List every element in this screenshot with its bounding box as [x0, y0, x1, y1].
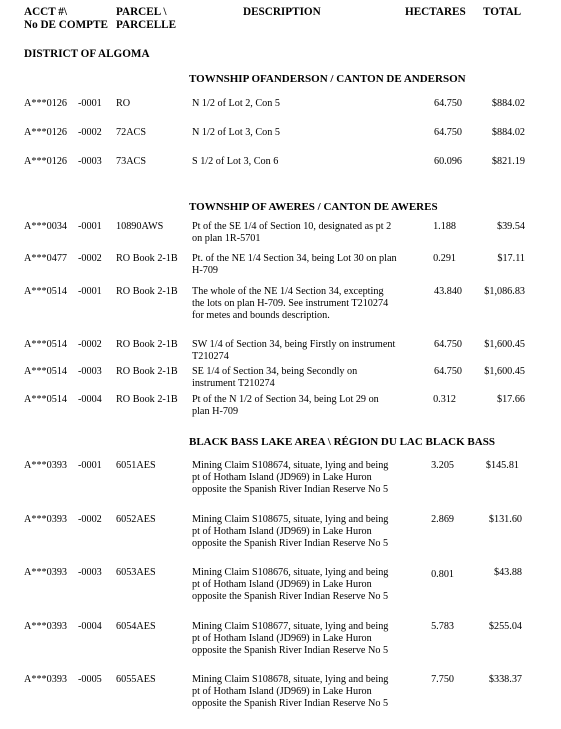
section-title: TOWNSHIP OFANDERSON / CANTON DE ANDERSON — [189, 73, 466, 85]
total: $43.88 — [493, 567, 522, 578]
acct-number: A***0126 — [24, 127, 68, 138]
hectares: 7.750 — [431, 674, 454, 685]
parcel: 6052AES — [116, 514, 156, 525]
description: N 1/2 of Lot 2, Con 5 — [192, 98, 281, 109]
hectares: 0.801 — [431, 569, 454, 580]
acct-number: A***0393 — [24, 460, 68, 471]
acct-number: A***0393 — [24, 621, 68, 632]
acct-suffix: -0004 — [78, 621, 102, 632]
acct-number: A***0393 — [24, 567, 68, 578]
description: Pt of the N 1/2 of Section 34, being Lot 29 on plan H-709 — [192, 394, 379, 417]
acct-suffix: -0003 — [78, 156, 102, 167]
acct-number: A***0514 — [24, 339, 68, 350]
parcel: RO Book 2-1B — [116, 366, 178, 377]
description: Mining Claim S108677, situate, lying and being pt of Hotham Island (JD969) in Lake Huron opposite the Spanish River Indian Reserve No 5 — [192, 621, 389, 656]
district-title: DISTRICT OF ALGOMA — [24, 48, 150, 60]
hectares: 43.840 — [433, 286, 462, 297]
hectares: 64.750 — [433, 366, 462, 377]
total-header: TOTAL — [483, 6, 522, 18]
parcel: 6055AES — [116, 674, 156, 685]
acct-suffix: -0005 — [78, 674, 102, 685]
description: SW 1/4 of Section 34, being Firstly on instrument T210274 — [192, 339, 396, 362]
total: $131.60 — [488, 514, 522, 525]
acct-suffix: -0003 — [78, 567, 102, 578]
description: The whole of the NE 1/4 Section 34, excepting the lots on plan H-709. See instrument T210274 for metes and bounds description. — [192, 286, 389, 321]
acct-suffix: -0001 — [78, 460, 102, 471]
acct-number: A***0514 — [24, 286, 68, 297]
acct-suffix: -0003 — [78, 366, 102, 377]
acct-suffix: -0002 — [78, 253, 102, 264]
acct-number: A***0393 — [24, 514, 68, 525]
acct-header-line1: ACCT #\ — [24, 6, 67, 18]
acct-suffix: -0002 — [78, 127, 102, 138]
total: $884.02 — [491, 98, 525, 109]
hectares: 1.188 — [433, 221, 456, 232]
parcel: 6054AES — [116, 621, 156, 632]
hectares: 64.750 — [433, 127, 462, 138]
hectares: 60.096 — [433, 156, 462, 167]
acct-number: A***0514 — [24, 366, 68, 377]
acct-suffix: -0004 — [78, 394, 102, 405]
hectares: 64.750 — [433, 339, 462, 350]
total: $338.37 — [488, 674, 522, 685]
total: $17.66 — [496, 394, 525, 405]
description: Mining Claim S108675, situate, lying and being pt of Hotham Island (JD969) in Lake Huron opposite the Spanish River Indian Reserve No 5 — [192, 514, 389, 549]
description: Mining Claim S108676, situate, lying and being pt of Hotham Island (JD969) in Lake Huron opposite the Spanish River Indian Reserve No 5 — [192, 567, 389, 602]
total: $17.11 — [497, 253, 525, 264]
total: $255.04 — [488, 621, 522, 632]
parcel: 72ACS — [116, 127, 147, 138]
total: $1,086.83 — [484, 286, 525, 297]
total: $1,600.45 — [484, 366, 525, 377]
parcel: 6053AES — [116, 567, 156, 578]
hectares: 3.205 — [431, 460, 454, 471]
section-title: BLACK BASS LAKE AREA \ RÉGION DU LAC BLACK BASS — [189, 436, 495, 448]
parcel-header — [116, 6, 176, 31]
hectares: 5.783 — [431, 621, 454, 632]
acct-suffix: -0001 — [78, 98, 102, 109]
acct-suffix: -0001 — [78, 286, 102, 297]
hectares: 0.291 — [433, 253, 456, 264]
acct-suffix: -0002 — [78, 339, 102, 350]
parcel-header-line2: PARCELLE — [116, 18, 177, 31]
description: Mining Claim S108674, situate, lying and being pt of Hotham Island (JD969) in Lake Huron opposite the Spanish River Indian Reserve No 5 — [192, 460, 389, 495]
parcel: RO Book 2-1B — [116, 286, 178, 297]
acct-number: A***0477 — [24, 253, 68, 264]
acct-number: A***0034 — [24, 221, 68, 232]
acct-number: A***0126 — [24, 156, 68, 167]
description: Mining Claim S108678, situate, lying and being pt of Hotham Island (JD969) in Lake Huron opposite the Spanish River Indian Reserve No 5 — [192, 674, 389, 709]
acct-number: A***0393 — [24, 674, 68, 685]
hectares: 64.750 — [433, 98, 462, 109]
description-header: DESCRIPTION — [243, 6, 321, 18]
total: $39.54 — [496, 221, 525, 232]
parcel: 73ACS — [116, 156, 147, 167]
parcel: RO Book 2-1B — [116, 339, 178, 350]
acct-number: A***0514 — [24, 394, 68, 405]
total: $884.02 — [491, 127, 525, 138]
acct-suffix: -0001 — [78, 221, 102, 232]
acct-header — [24, 6, 108, 31]
description: SE 1/4 of Section 34, being Secondly on instrument T210274 — [192, 366, 358, 389]
total: $145.81 — [485, 460, 519, 471]
total: $1,600.45 — [484, 339, 525, 350]
parcel: RO Book 2-1B — [116, 394, 178, 405]
acct-suffix: -0002 — [78, 514, 102, 525]
hectares-header: HECTARES — [405, 6, 466, 18]
parcel: RO Book 2-1B — [116, 253, 178, 264]
parcel: 10890AWS — [116, 221, 164, 232]
hectares: 0.312 — [433, 394, 456, 405]
parcel-header-line1: PARCEL \ — [116, 6, 167, 18]
description: Pt. of the NE 1/4 Section 34, being Lot 30 on plan H-709 — [192, 253, 397, 276]
hectares: 2.869 — [431, 514, 454, 525]
section-title: TOWNSHIP OF AWERES / CANTON DE AWERES — [189, 201, 438, 213]
parcel: RO — [116, 98, 131, 109]
description: N 1/2 of Lot 3, Con 5 — [192, 127, 281, 138]
description: Pt of the SE 1/4 of Section 10, designated as pt 2 on plan 1R-5701 — [192, 221, 392, 244]
acct-number: A***0126 — [24, 98, 68, 109]
parcel: 6051AES — [116, 460, 156, 471]
description: S 1/2 of Lot 3, Con 6 — [192, 156, 279, 167]
total: $821.19 — [491, 156, 525, 167]
acct-header-line2: No DE COMPTE — [24, 18, 108, 31]
